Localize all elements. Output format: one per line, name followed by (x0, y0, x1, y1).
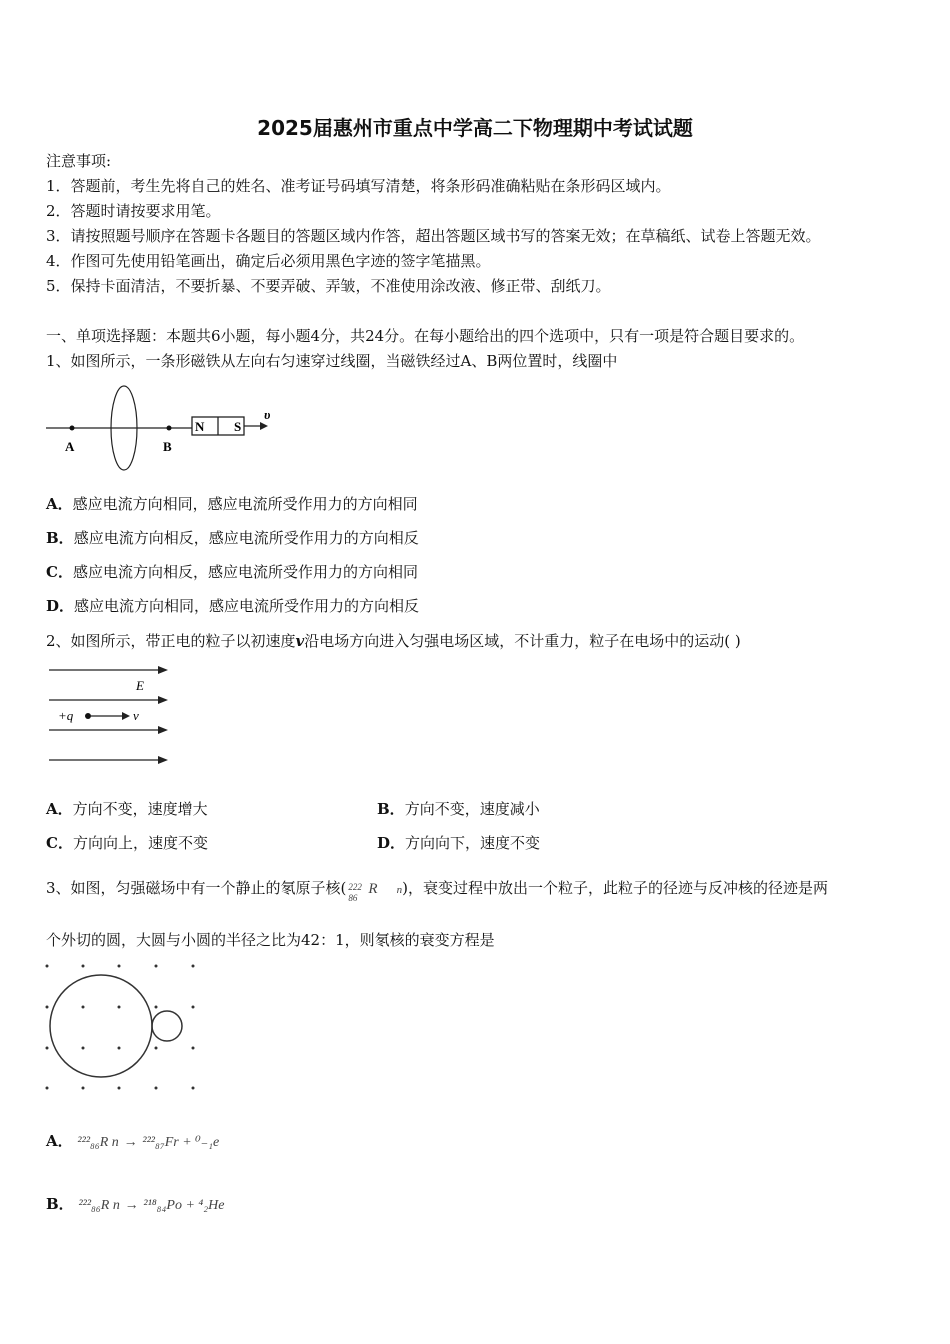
q3-figure (40, 958, 205, 1098)
radon-symbol: R (368, 881, 378, 897)
arrow-icon: → (124, 1198, 139, 1213)
section-heading: 一、单项选择题：本题共6小题，每小题4分，共24分。在每小题给出的四个选项中，只有一项是符合题目要求的。 (46, 327, 805, 345)
q3-stem-line2: 个外切的圆，大圆与小圆的半径之比为42：1，则氡核的衰变方程是 (46, 931, 495, 949)
q2-option-a (46, 799, 208, 819)
charge-label: +q (58, 708, 74, 723)
notice-item: 1．答题前，考生先将自己的姓名、准考证号码填写清楚，将条形码准确粘贴在条形码区域内。 (46, 177, 671, 195)
equation-right: ²²²₈₇Fr + ⁰₋₁e (142, 1135, 220, 1150)
option-label: D． (377, 834, 406, 852)
option-label: B． (46, 529, 74, 547)
q1-figure (44, 377, 284, 473)
option-label: A． (46, 800, 73, 818)
option-label: A． (46, 1132, 73, 1150)
option-text: 方向向下，速度不变 (405, 834, 541, 852)
option-text: 方向向上，速度不变 (72, 834, 208, 852)
q2-stem-v: v (295, 632, 305, 650)
q1-option-a (46, 494, 418, 514)
point-a (70, 426, 75, 431)
q3-stem-b: )，衰变过程中放出一个粒子，此粒子的径迹与反冲核的径迹是两 (402, 879, 829, 897)
option-text: 感应电流方向相同，感应电流所受作用力的方向相反 (74, 597, 420, 615)
notice-item: 5．保持卡面清洁，不要折暴、不要弄破、弄皱，不准使用涂改液、修正带、刮纸刀。 (46, 277, 611, 295)
large-track-circle (50, 975, 152, 1077)
q1-stem: 1、如图所示，一条形磁铁从左向右匀速穿过线圈，当磁铁经过A、B两位置时，线圈中 (46, 352, 618, 370)
particle-velocity-label: v (133, 708, 139, 723)
magnet-s: S (234, 419, 242, 434)
q3-stem-line1 (46, 878, 829, 903)
notice-item: 3．请按照题号顺序在答题卡各题目的答题区域内作答，超出答题区域书写的答案无效；在草稿纸、试卷上答题无效。 (46, 227, 821, 245)
option-text: 方向不变，速度减小 (404, 800, 540, 818)
label-b: B (163, 439, 172, 454)
option-text: 方向不变，速度增大 (72, 800, 208, 818)
q2-option-c (46, 833, 208, 853)
velocity-label: υ (264, 407, 271, 422)
q1-option-d (46, 596, 419, 616)
page-title: 2025届惠州市重点中学高二下物理期中考试试题 (257, 116, 693, 140)
q2-option-b (377, 799, 540, 819)
equation-right: ²¹⁸₈₄Po + ⁴₂He (143, 1198, 225, 1213)
q2-stem-a: 2、如图所示，带正电的粒子以初速度 (46, 632, 296, 650)
notice-item: 2．答题时请按要求用笔。 (46, 202, 221, 220)
label-a: A (65, 439, 75, 454)
option-label: B． (377, 800, 405, 818)
option-text: 感应电流方向相反，感应电流所受作用力的方向相反 (73, 529, 419, 547)
option-label: C． (46, 563, 73, 581)
notice-item: 4．作图可先使用铅笔画出，确定后必须用黑色字迹的签字笔描黑。 (46, 252, 491, 270)
field-label: E (136, 678, 144, 693)
radon-nuclide: 222 86 (348, 882, 362, 903)
small-track-circle (152, 1011, 182, 1041)
point-b (167, 426, 172, 431)
arrow-icon: → (123, 1135, 138, 1150)
equation-left: ²²²₈₆R n (78, 1198, 120, 1213)
q1-option-b (46, 528, 419, 548)
option-label: B． (46, 1195, 74, 1213)
radon-symbol-2: n (396, 884, 403, 896)
q3-option-a (46, 1128, 219, 1154)
particle (85, 713, 91, 719)
q3-stem-a: 3、如图，匀强磁场中有一个静止的氡原子核( (46, 879, 347, 897)
magnet-n: N (195, 419, 205, 434)
q2-stem-b: 沿电场方向进入匀强电场区域，不计重力，粒子在电场中的运动( ) (304, 632, 741, 650)
q2-stem (46, 631, 741, 651)
option-label: C． (46, 834, 73, 852)
equation-left: ²²²₈₆R n (77, 1135, 119, 1150)
q2-option-d (377, 833, 540, 853)
q1-option-c (46, 562, 418, 582)
magnetic-field-dots (46, 965, 195, 1090)
option-text: 感应电流方向相反，感应电流所受作用力的方向相同 (72, 563, 418, 581)
option-text: 感应电流方向相同，感应电流所受作用力的方向相同 (72, 495, 418, 513)
q3-option-b (46, 1191, 224, 1217)
option-label: D． (46, 597, 75, 615)
q2-figure (44, 660, 174, 770)
option-label: A． (46, 495, 73, 513)
notice-heading: 注意事项: (46, 152, 112, 170)
